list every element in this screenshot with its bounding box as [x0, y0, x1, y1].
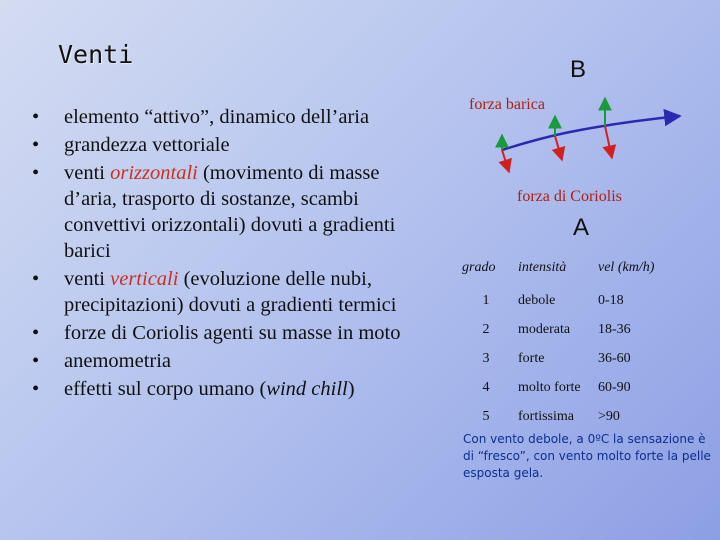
table-row: [458, 315, 672, 344]
bullet-dot: •: [32, 322, 40, 344]
bullet-text: venti: [64, 162, 111, 184]
bullet-dot: •: [32, 106, 40, 128]
bullet-text: (movimento di masse d’aria, trasporto di sostanze, scambi convettivi orizzontali) dovuti a gradienti barici: [64, 162, 396, 262]
bullet-dot: •: [32, 134, 40, 156]
table-row: [458, 286, 672, 315]
bullet-text: anemometria: [64, 350, 172, 372]
cell-intensity: fortissima: [518, 408, 574, 424]
label-pressure-force: forza barica: [469, 96, 545, 113]
bullet-item: [30, 320, 410, 346]
coriolis-arrow-3: [605, 126, 612, 158]
cell-grade: 5: [482, 408, 490, 424]
wind-path-arrow: [502, 116, 680, 150]
bullet-item: [30, 266, 410, 318]
bullet-text: ): [347, 378, 355, 400]
wind-scale-table: [458, 256, 672, 431]
bullet-item: [30, 376, 410, 402]
header-intensity: intensità: [518, 260, 567, 275]
bullet-text: venti: [64, 268, 111, 290]
cell-grade: 4: [482, 379, 490, 395]
table-row: [458, 344, 672, 373]
bullet-item: [30, 160, 410, 264]
bullet-dot: •: [32, 350, 40, 372]
cell-grade: 1: [482, 292, 490, 308]
table-row: [458, 373, 672, 402]
cell-intensity: forte: [518, 350, 545, 366]
coriolis-arrow-2: [555, 136, 562, 160]
cell-speed: >90: [598, 408, 620, 424]
coriolis-arrow-1: [502, 150, 509, 172]
bullet-text: elemento “attivo”, dinamico dell’aria: [64, 106, 370, 128]
label-high-pressure: B: [570, 56, 587, 83]
cell-intensity: molto forte: [518, 379, 581, 395]
bullet-text: wind chill: [266, 378, 348, 400]
cell-intensity: debole: [518, 292, 556, 308]
cell-grade: 2: [482, 321, 490, 337]
header-grade: grado: [462, 260, 496, 275]
bullet-list: [30, 104, 410, 404]
wind-chill-note: Con vento debole, a 0ºC la sensazione è di “fresco”, con vento molto forte la pelle esposta gela.: [463, 432, 711, 480]
bullet-dot: •: [32, 268, 40, 290]
bullet-dot: •: [32, 162, 40, 184]
bullet-text: forze di Coriolis agenti su masse in moto: [64, 322, 401, 344]
header-speed: vel (km/h): [598, 260, 655, 275]
bullet-text: (evoluzione delle nubi, precipitazioni) dovuti a gradienti termici: [64, 268, 397, 316]
cell-speed: 60-90: [598, 379, 631, 395]
bullet-item: [30, 348, 410, 374]
slide-title: Venti: [58, 40, 134, 69]
table-header-row: [458, 256, 672, 286]
label-low-pressure: A: [573, 214, 590, 241]
bullet-text: effetti sul corpo umano (: [64, 378, 267, 400]
bullet-text: verticali: [110, 268, 179, 290]
label-coriolis-force: forza di Coriolis: [517, 188, 622, 205]
bullet-item: [30, 132, 410, 158]
cell-intensity: moderata: [518, 321, 571, 337]
bullet-dot: •: [32, 378, 40, 400]
bullet-text: orizzontali: [110, 162, 198, 184]
cell-speed: 36-60: [598, 350, 631, 366]
bullet-item: [30, 104, 410, 130]
wind-force-diagram: [480, 90, 690, 190]
bullet-text: grandezza vettoriale: [64, 134, 230, 156]
cell-grade: 3: [482, 350, 490, 366]
cell-speed: 18-36: [598, 321, 631, 337]
table-row: [458, 402, 672, 431]
cell-speed: 0-18: [598, 292, 624, 308]
